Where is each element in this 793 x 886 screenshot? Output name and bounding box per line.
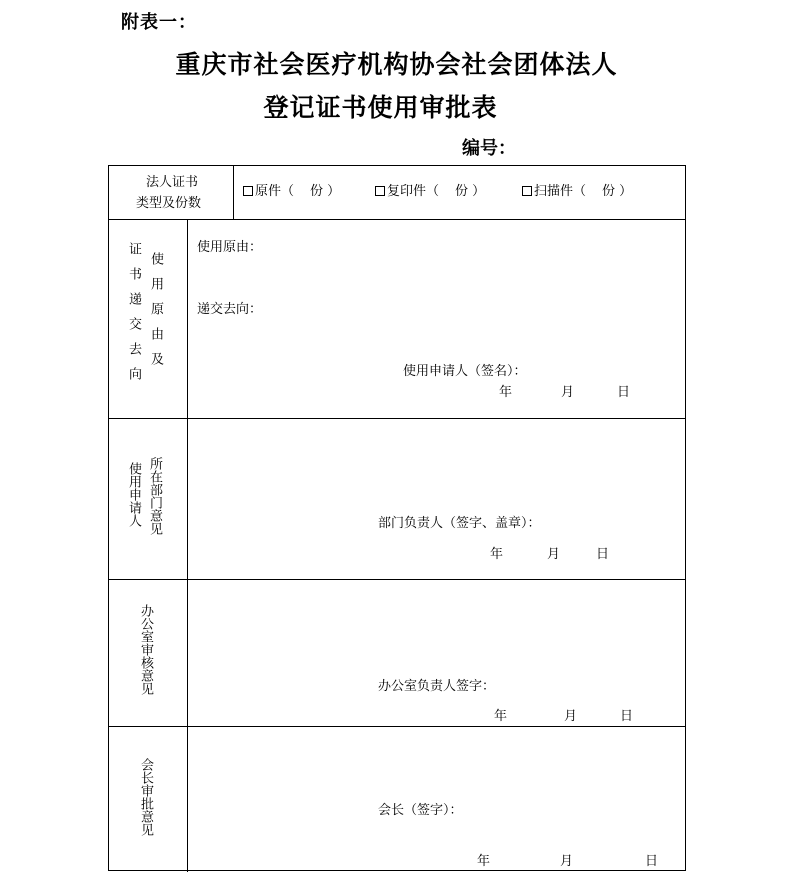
reason-month: 月 (561, 385, 575, 400)
president-row-label: 会长审批意见 (138, 758, 153, 836)
column-divider (233, 166, 234, 219)
dept-year: 年 (490, 547, 504, 562)
copy-label: 复印件（ (387, 184, 440, 199)
serial-number-label: 编号： (462, 138, 516, 159)
copy-checkbox[interactable] (375, 186, 385, 196)
reason-day: 日 (617, 385, 631, 400)
office-year: 年 (494, 709, 508, 724)
column-divider (187, 219, 188, 872)
copy-unit: 份 ） (455, 184, 486, 199)
office-head-signature-label: 办公室负责人签字： (378, 679, 496, 694)
dept-day: 日 (596, 547, 610, 562)
page-title-line2: 登记证书使用审批表 (263, 93, 498, 122)
original-checkbox[interactable] (243, 186, 253, 196)
scan-unit: 份 ） (602, 184, 633, 199)
row-divider (109, 418, 685, 419)
reason-row-label-col2: 使用原由及 (148, 252, 163, 377)
page-title-line1: 重庆市社会医疗机构协会社会团体法人 (175, 50, 618, 79)
copy-option[interactable] (375, 185, 485, 198)
dept-row-label-col1: 使用申请人 (126, 462, 141, 527)
row-divider (109, 219, 685, 220)
scan-checkbox[interactable] (522, 186, 532, 196)
row-divider (109, 726, 685, 727)
original-label: 原件（ (255, 184, 295, 199)
scan-option[interactable] (522, 185, 632, 198)
dept-row-label-col2: 所在部门意见 (147, 457, 162, 535)
president-day: 日 (645, 854, 659, 869)
office-day: 日 (620, 709, 634, 724)
attachment-label: 附表一： (121, 12, 197, 33)
president-signature-label: 会长（签字）： (378, 803, 463, 818)
applicant-signature-label: 使用申请人（签名）： (403, 364, 527, 379)
president-month: 月 (560, 854, 574, 869)
original-unit: 份 ） (310, 184, 341, 199)
office-row-label: 办公室审核意见 (138, 604, 153, 695)
row-divider (109, 579, 685, 580)
original-option[interactable] (243, 185, 340, 198)
office-month: 月 (564, 709, 578, 724)
type-label-line1: 法人证书 (146, 175, 199, 190)
destination-field-label: 递交去向： (197, 302, 263, 317)
president-year: 年 (477, 854, 491, 869)
reason-year: 年 (499, 385, 513, 400)
approval-form-table (108, 165, 686, 871)
scan-label: 扫描件（ (534, 184, 587, 199)
reason-row-label-col1: 证书递交去向 (126, 242, 141, 392)
dept-head-signature-label: 部门负责人（签字、盖章）： (378, 516, 541, 531)
type-label-line2: 类型及份数 (136, 196, 202, 211)
dept-month: 月 (547, 547, 561, 562)
reason-field-label: 使用原由： (197, 240, 263, 255)
